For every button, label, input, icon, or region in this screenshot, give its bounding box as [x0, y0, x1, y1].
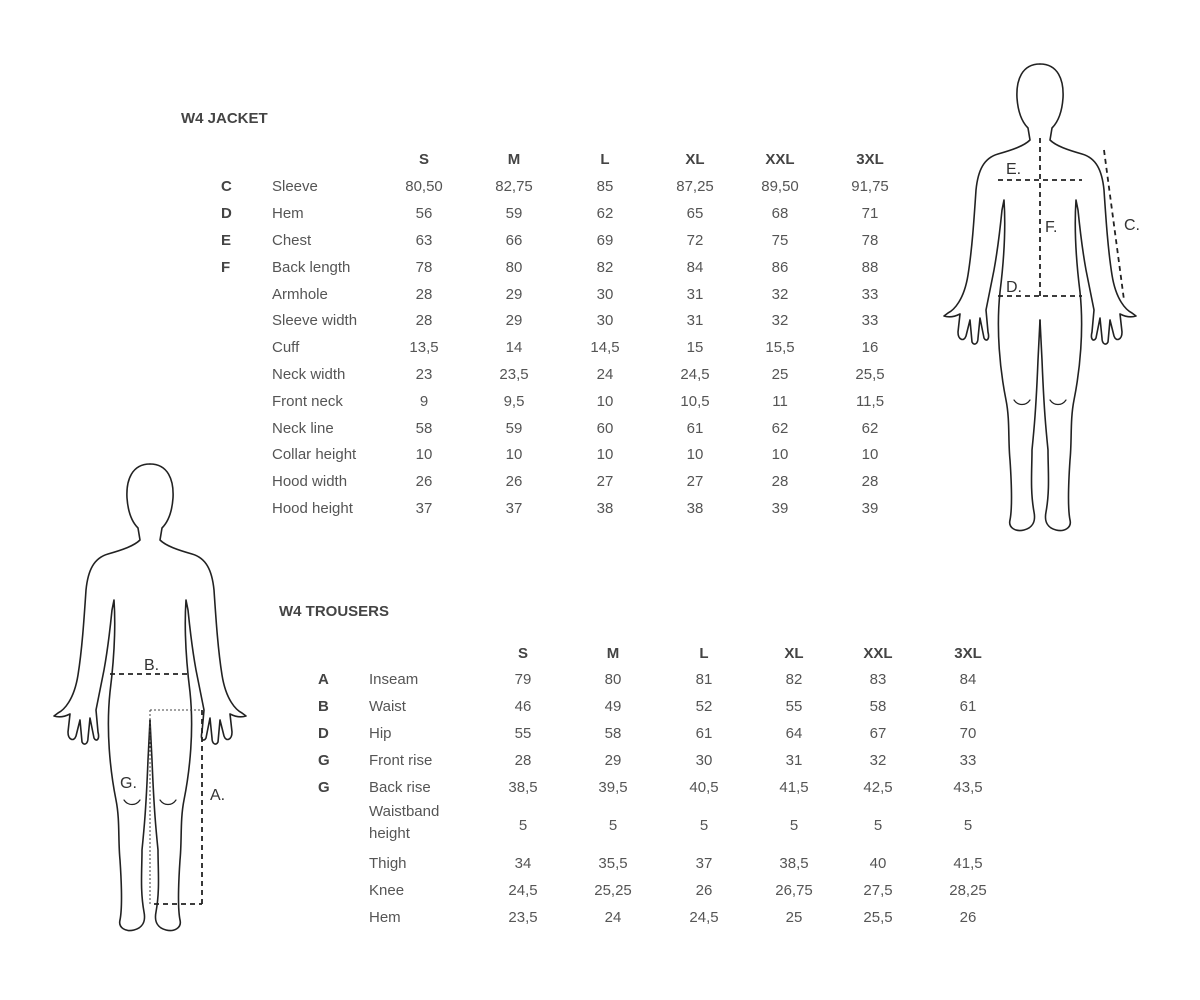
measurement-value: 42,5 [863, 778, 893, 796]
measurement-value: 59 [505, 419, 523, 437]
measurement-value: 80,50 [405, 178, 443, 196]
measurement-value: 34 [514, 855, 532, 873]
size-header-3xl: 3XL [856, 151, 884, 168]
measurement-value: 24 [596, 365, 614, 383]
measurement-value: 84 [686, 258, 704, 276]
measurement-value: 27 [686, 473, 704, 491]
measurement-value: 10 [415, 446, 433, 464]
measurement-value: 32 [771, 312, 789, 330]
measurement-value: 58 [869, 698, 887, 716]
measurement-value: 14,5 [590, 339, 620, 357]
measurement-value: 38,5 [779, 855, 809, 873]
size-header-xxl: XXL [863, 645, 893, 662]
measurement-value: 83 [869, 671, 887, 689]
size-header-m: M [507, 151, 521, 168]
measurement-value: 72 [686, 231, 704, 249]
measurement-value: 82 [596, 258, 614, 276]
size-header-s: S [418, 151, 430, 168]
measurement-label: Hem [369, 908, 401, 926]
measurement-value: 5 [608, 817, 618, 834]
measurement-value: 89,50 [761, 178, 799, 196]
measurement-label: Front rise [369, 751, 433, 769]
measurement-label: Front neck [272, 392, 343, 410]
measurement-value: 40 [869, 855, 887, 873]
measurement-value: 67 [869, 724, 887, 742]
measurement-value: 37 [415, 499, 433, 517]
measurement-value: 26 [959, 908, 977, 926]
measurement-value: 39 [771, 499, 789, 517]
measurement-value: 91,75 [851, 178, 889, 196]
measurement-value: 43,5 [953, 778, 983, 796]
size-header-s: S [517, 645, 529, 662]
table-row [0, 362, 885, 389]
measurement-value: 68 [771, 205, 789, 223]
measurement-value: 86 [771, 258, 789, 276]
measurement-value: 5 [518, 817, 528, 834]
size-header-l: L [699, 645, 709, 662]
measurement-label: Hood height [272, 499, 353, 517]
measurement-code: D [221, 205, 232, 223]
measurement-value: 41,5 [953, 855, 983, 873]
size-header-3xl: 3XL [954, 645, 982, 662]
measurement-value: 5 [699, 817, 709, 834]
measurement-value: 33 [861, 312, 879, 330]
measurement-value: 15,5 [765, 339, 795, 357]
figure-label-b: B. [144, 657, 160, 674]
measurement-code: G [318, 751, 330, 769]
measurement-value: 78 [415, 258, 433, 276]
measurement-label: Hem [272, 205, 304, 223]
table-row [0, 388, 885, 415]
measurement-value: 78 [861, 231, 879, 249]
measurement-value: 11,5 [855, 392, 885, 410]
measurement-value: 80 [505, 258, 523, 276]
measurement-code: G [318, 778, 330, 796]
trousers-section-title: W4 TROUSERS [279, 603, 390, 620]
measurement-label: Waistband height [369, 803, 440, 842]
measurement-label: Back rise [369, 778, 431, 796]
measurement-label: Neck line [272, 419, 334, 437]
trousers-measurement-figure [50, 460, 260, 940]
measurement-value: 24,5 [689, 908, 719, 926]
measurement-label: Thigh [369, 855, 407, 873]
measurement-value: 28 [771, 473, 789, 491]
measurement-value: 60 [596, 419, 614, 437]
measurement-value: 26,75 [775, 882, 813, 900]
table-row [0, 174, 889, 201]
measurement-value: 30 [695, 751, 713, 769]
measurement-value: 23,5 [499, 365, 529, 383]
measurement-value: 75 [771, 231, 789, 249]
measurement-label: Armhole [272, 285, 328, 303]
measurement-value: 15 [686, 339, 704, 357]
size-header-xxl: XXL [765, 151, 795, 168]
measurement-value: 63 [415, 231, 433, 249]
measurement-code: E [221, 231, 232, 249]
measurement-value: 25 [785, 908, 803, 926]
measurement-value: 10 [596, 392, 614, 410]
measurement-value: 70 [959, 724, 977, 742]
measurement-value: 25,25 [594, 882, 632, 900]
measurement-value: 38 [596, 499, 614, 517]
measurement-label: Back length [272, 258, 351, 276]
measurement-value: 81 [695, 671, 713, 689]
measurement-value: 28 [514, 751, 532, 769]
measurement-value: 61 [959, 698, 977, 716]
measurement-label: Inseam [369, 671, 419, 689]
measurement-value: 33 [861, 285, 879, 303]
measurement-value: 28,25 [949, 882, 987, 900]
measurement-label: Waist [369, 698, 406, 716]
table-row [0, 228, 879, 255]
measurement-value: 24 [604, 908, 622, 926]
measurement-value: 55 [514, 724, 532, 742]
table-row [0, 335, 879, 362]
figure-label-g: G. [120, 775, 137, 792]
measurement-label: Neck width [272, 365, 346, 383]
measurement-value: 56 [415, 205, 433, 223]
measurement-value: 37 [505, 499, 523, 517]
measurement-value: 65 [686, 205, 704, 223]
measurement-value: 26 [695, 882, 713, 900]
measurement-value: 23 [415, 365, 433, 383]
measurement-value: 9,5 [503, 392, 525, 410]
measurement-value: 62 [596, 205, 614, 223]
measurement-value: 26 [505, 473, 523, 491]
measurement-value: 28 [415, 285, 433, 303]
measurement-value: 87,25 [676, 178, 714, 196]
measurement-value: 88 [861, 258, 879, 276]
measurement-value: 31 [686, 285, 704, 303]
jacket-measurement-figure [940, 60, 1150, 540]
table-row [0, 308, 879, 335]
measurement-label: Chest [272, 231, 312, 249]
figure-label-a: A. [210, 787, 226, 804]
measurement-value: 25,5 [863, 908, 893, 926]
measurement-label: Sleeve [272, 178, 318, 196]
measurement-value: 85 [596, 178, 614, 196]
measurement-value: 82 [785, 671, 803, 689]
measurement-value: 40,5 [689, 778, 719, 796]
measurement-value: 71 [861, 205, 879, 223]
measurement-value: 10 [505, 446, 523, 464]
measurement-value: 58 [604, 724, 622, 742]
measurement-value: 62 [861, 419, 879, 437]
measurement-value: 80 [604, 671, 622, 689]
measurement-code: F [221, 258, 231, 276]
measurement-value: 31 [785, 751, 803, 769]
measurement-value: 28 [415, 312, 433, 330]
measurement-value: 9 [419, 392, 429, 410]
measurement-value: 61 [695, 724, 713, 742]
measurement-value: 82,75 [495, 178, 533, 196]
measurement-value: 24,5 [508, 882, 538, 900]
measurement-value: 49 [604, 698, 622, 716]
measurement-value: 10 [596, 446, 614, 464]
measurement-value: 14 [505, 339, 523, 357]
measurement-value: 84 [959, 671, 977, 689]
measurement-value: 10 [861, 446, 879, 464]
measurement-value: 27 [596, 473, 614, 491]
size-header-xl: XL [784, 645, 804, 662]
figure-label-c: C. [1124, 217, 1140, 234]
measurement-value: 29 [604, 751, 622, 769]
measurement-value: 5 [873, 817, 883, 834]
table-row [0, 254, 879, 281]
table-row [0, 281, 879, 308]
measurement-value: 35,5 [598, 855, 628, 873]
figure-label-e: E. [1006, 161, 1022, 178]
measurement-code: A [318, 671, 329, 689]
measurement-value: 38 [686, 499, 704, 517]
measurement-value: 27,5 [863, 882, 893, 900]
measurement-value: 59 [505, 205, 523, 223]
measurement-value: 66 [505, 231, 523, 249]
measurement-value: 38,5 [508, 778, 538, 796]
measurement-value: 39,5 [598, 778, 628, 796]
measurement-value: 28 [861, 473, 879, 491]
measurement-value: 13,5 [409, 339, 439, 357]
measurement-value: 16 [861, 339, 879, 357]
measurement-value: 31 [686, 312, 704, 330]
size-header-xl: XL [685, 151, 705, 168]
measurement-value: 33 [959, 751, 977, 769]
measurement-value: 29 [505, 285, 523, 303]
measurement-value: 61 [686, 419, 704, 437]
measurement-value: 10 [771, 446, 789, 464]
measurement-label: Hood width [272, 473, 348, 491]
measurement-value: 29 [505, 312, 523, 330]
table-row [0, 415, 879, 442]
measurement-value: 46 [514, 698, 532, 716]
measurement-value: 37 [695, 855, 713, 873]
measurement-label: Cuff [272, 339, 300, 357]
measurement-code: C [221, 178, 232, 196]
measurement-label: Collar height [272, 446, 357, 464]
measurement-value: 23,5 [508, 908, 538, 926]
measurement-value: 25,5 [855, 365, 885, 383]
measurement-value: 41,5 [779, 778, 809, 796]
measurement-code: D [318, 724, 329, 742]
figure-label-f: F. [1045, 219, 1058, 236]
measurement-value: 79 [514, 671, 532, 689]
measurement-value: 32 [869, 751, 887, 769]
table-row [0, 201, 879, 228]
measurement-value: 10 [686, 446, 704, 464]
measurement-code: B [318, 698, 329, 716]
measurement-value: 55 [785, 698, 803, 716]
measurement-value: 26 [415, 473, 433, 491]
measurement-value: 39 [861, 499, 879, 517]
jacket-section-title: W4 JACKET [181, 110, 268, 127]
measurement-value: 64 [785, 724, 803, 742]
measurement-value: 5 [963, 817, 973, 834]
measurement-value: 11 [772, 392, 788, 410]
measurement-value: 5 [789, 817, 799, 834]
measurement-value: 69 [596, 231, 614, 249]
measurement-label: Hip [369, 724, 392, 742]
size-header-m: M [606, 645, 620, 662]
measurement-value: 32 [771, 285, 789, 303]
measurement-value: 30 [596, 312, 614, 330]
measurement-value: 52 [695, 698, 713, 716]
measurement-value: 25 [771, 365, 789, 383]
measurement-value: 10,5 [680, 392, 710, 410]
measurement-label: Sleeve width [272, 312, 358, 330]
measurement-value: 24,5 [680, 365, 710, 383]
measurement-value: 62 [771, 419, 789, 437]
size-header-l: L [600, 151, 610, 168]
measurement-value: 30 [596, 285, 614, 303]
figure-label-d: D. [1006, 279, 1022, 296]
measurement-value: 58 [415, 419, 433, 437]
measurement-label: Knee [369, 882, 405, 900]
